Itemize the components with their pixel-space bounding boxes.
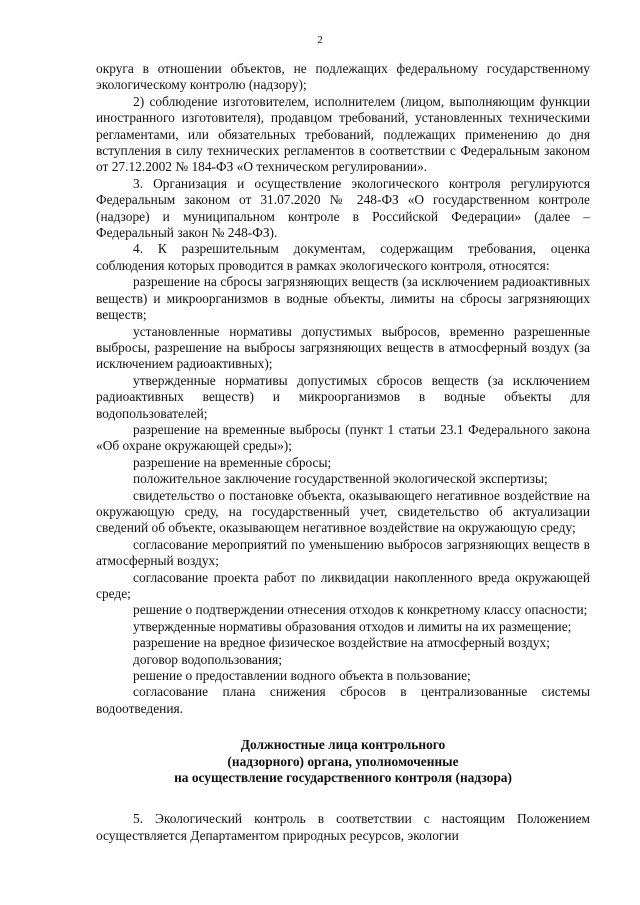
paragraph-4: 4. К разрешительным документам, содержащим требования, оценка соблюдения которых проводится в рамках экологического контроля, относятся: [96,241,590,273]
section-heading [96,737,590,786]
heading-line: на осуществление государственного контроля (надзора) [174,770,512,786]
list-item: утвержденные нормативы образования отходов и лимиты на их размещение; [133,618,572,634]
list-item: разрешение на вредное физическое воздействие на атмосферный воздух; [133,635,550,651]
paragraph-item-2: 2) соблюдение изготовителем, исполнителем (лицом, выполняющим функции иностранного изготовителя), продавцом требований, установленных техническими регламентами, или обязательных требований, подлежащих применению до дня вступления в силу технических регламентов в соответствии с Федеральным законом от 27.12.2002 № 184-ФЗ «О техническом регулировании». [96,93,590,175]
document-body [96,61,590,844]
list-item: установленные нормативы допустимых выбросов, временно разрешенные выбросы, разрешение на выбросы загрязняющих веществ в атмосферный воздух (за исключением радиоактивных); [96,323,590,372]
list-item: разрешение на сбросы загрязняющих веществ (за исключением радиоактивных веществ) и микроорганизмов в водные объекты, лимиты на сбросы загрязняющих веществ; [96,274,590,323]
list-item: положительное заключение государственной экологической экспертизы; [133,471,548,487]
list-item: решение о подтверждении отнесения отходов к конкретному классу опасности; [133,602,588,618]
list-item: свидетельство о постановке объекта, оказывающего негативное воздействие на окружающую среду, на государственный учет, свидетельство об актуализации сведений об объекте, оказывающем негативное воздействие на окружающую среду; [96,487,590,536]
list-item: утвержденные нормативы допустимых сбросов веществ (за исключением радиоактивных веществ) и микроорганизмов в водные объекты для водопользователей; [96,372,590,421]
list-item: согласование плана снижения сбросов в централизованные системы водоотведения. [96,684,590,716]
paragraph-5: 5. Экологический контроль в соответствии с настоящим Положением осуществляется Департаментом природных ресурсов, экологии [96,811,590,843]
list-item: согласование проекта работ по ликвидации накопленного вреда окружающей среде; [96,569,590,601]
list-item: согласование мероприятий по уменьшению выбросов загрязняющих веществ в атмосферный воздух; [96,536,590,569]
heading-line: (надзорного) органа, уполномоченные [227,753,459,769]
list-item: решение о предоставлении водного объекта в пользование; [133,668,471,684]
list-item: разрешение на временные сбросы; [133,454,332,470]
list-item: разрешение на временные выбросы (пункт 1 статьи 23.1 Федерального закона «Об охране окружающей среды»); [96,421,590,454]
list-item: договор водопользования; [133,651,283,667]
heading-line: Должностные лица контрольного [240,737,446,753]
paragraph-3: 3. Организация и осуществление экологического контроля регулируются Федеральным законом от 31.07.2020 № 248-ФЗ «О государственном контроле (надзоре) и муниципальном контроле в Российской Федерации» (далее – Федеральный закон № 248-ФЗ). [96,175,590,241]
paragraph-continuation: округа в отношении объектов, не подлежащих федеральному государственному экологическому контролю (надзору); [96,61,590,93]
page-number: 2 [317,34,323,46]
